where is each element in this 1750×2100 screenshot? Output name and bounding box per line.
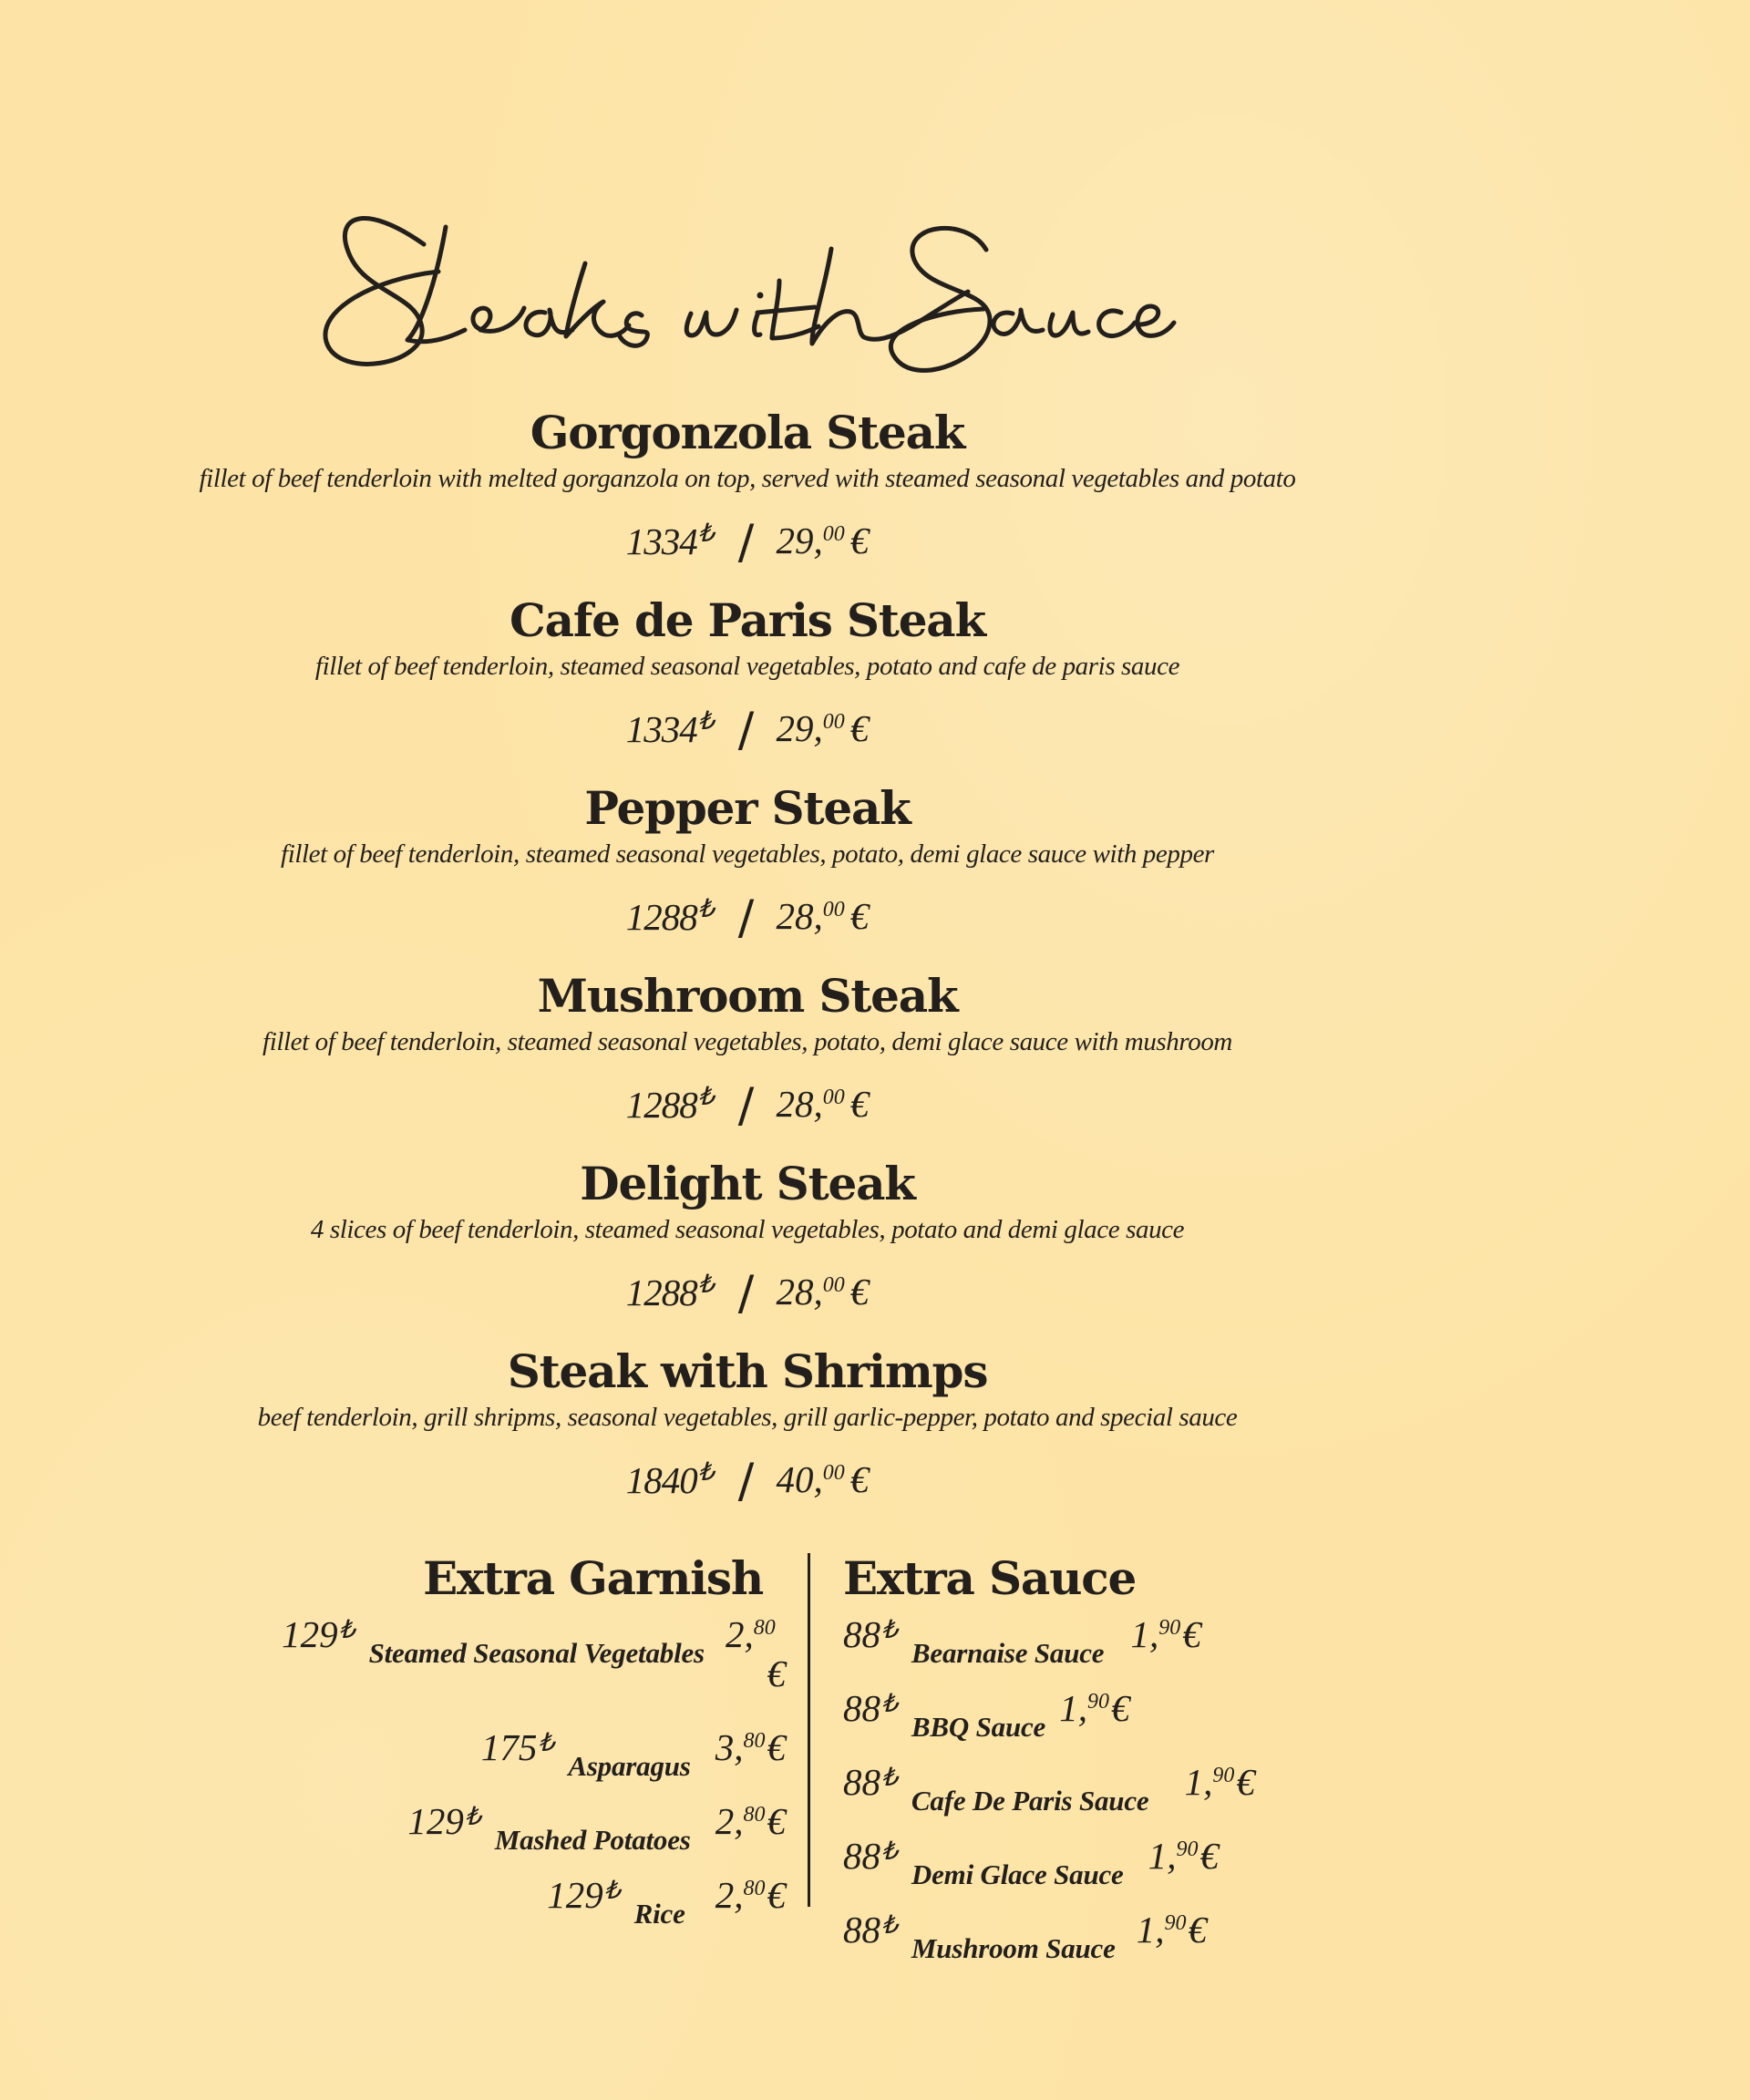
try-price-value: 1334	[625, 520, 697, 562]
lira-icon: ₺	[697, 1457, 715, 1487]
try-price	[843, 1614, 898, 1660]
eur-price	[1059, 1688, 1129, 1735]
try-price	[481, 1727, 554, 1773]
extra-sauce-item	[843, 1910, 1207, 1964]
eur-price-decimal: 00	[822, 1461, 845, 1486]
eur-price	[777, 1075, 870, 1139]
try-price-value: 129	[282, 1613, 338, 1655]
euro-icon: €	[767, 1874, 786, 1916]
euro-icon: €	[849, 1083, 870, 1126]
extra-item-name: Steamed Seasonal Vegetables	[368, 1637, 705, 1669]
euro-icon: €	[767, 1800, 786, 1842]
eur-price-decimal: 80	[743, 1803, 766, 1827]
menu-item	[0, 1158, 1495, 1320]
item-name: Delight Steak	[580, 1157, 915, 1210]
try-price-value: 88	[843, 1687, 880, 1729]
price-separator: /	[737, 890, 755, 945]
try-price-value: 1334	[625, 707, 697, 750]
menu-item	[0, 594, 1495, 757]
eur-price-main: 2,	[715, 1874, 744, 1916]
eur-price-decimal: 00	[822, 1086, 845, 1110]
try-price	[626, 700, 715, 764]
try-price	[282, 1614, 355, 1660]
try-price-value: 88	[843, 1835, 880, 1877]
extra-item-name: Mushroom Sauce	[911, 1932, 1116, 1964]
euro-icon: €	[1188, 1909, 1208, 1951]
try-price	[626, 1076, 715, 1139]
extra-sauce-item	[843, 1688, 1129, 1743]
try-price	[843, 1836, 898, 1881]
euro-icon: €	[849, 895, 870, 938]
eur-price-main: 2,	[715, 1800, 744, 1842]
eur-price-main: 1,	[1130, 1613, 1159, 1655]
item-price-line	[0, 886, 1495, 944]
lira-icon: ₺	[697, 519, 715, 548]
euro-icon: €	[767, 1652, 786, 1694]
euro-icon: €	[1182, 1613, 1201, 1655]
extra-item-name: Asparagus	[568, 1750, 691, 1782]
eur-price-decimal: 80	[743, 1877, 766, 1900]
extra-item-name: Rice	[633, 1898, 685, 1930]
eur-price-main: 28,	[776, 1083, 823, 1126]
eur-price-decimal: 90	[1176, 1838, 1199, 1861]
lira-icon: ₺	[697, 1270, 715, 1299]
eur-price-main: 3,	[715, 1726, 744, 1768]
extra-garnish-item	[282, 1613, 786, 1694]
eur-price-main: 1,	[1059, 1687, 1087, 1729]
euro-icon: €	[1236, 1761, 1255, 1803]
item-name: Gorgonzola Steak	[530, 406, 965, 459]
eur-price-decimal: 90	[1086, 1690, 1109, 1714]
eur-price-decimal: 00	[822, 710, 845, 735]
extra-sauce-item	[843, 1614, 1201, 1669]
try-price	[626, 512, 715, 576]
item-price-line	[0, 1261, 1495, 1320]
try-price-value: 88	[843, 1613, 880, 1655]
item-name: Pepper Steak	[584, 781, 911, 835]
eur-price-decimal: 80	[753, 1616, 776, 1640]
item-name: Mushroom Steak	[537, 969, 958, 1023]
try-price-value: 88	[843, 1761, 880, 1803]
try-price-value: 1288	[625, 1083, 697, 1126]
try-price	[626, 888, 715, 952]
eur-price-main: 1,	[1184, 1761, 1213, 1803]
try-price-value: 88	[843, 1909, 880, 1951]
lira-icon: ₺	[881, 1911, 898, 1940]
lira-icon: ₺	[881, 1838, 898, 1866]
try-price-value: 1288	[625, 895, 697, 938]
eur-price-main: 1,	[1148, 1835, 1177, 1877]
eur-price	[715, 1727, 786, 1774]
eur-price	[1137, 1910, 1207, 1956]
extra-garnish-item	[481, 1727, 786, 1782]
eur-price	[777, 887, 870, 952]
eur-price-decimal: 00	[822, 898, 845, 922]
item-description: fillet of beef tenderloin, steamed seasonal vegetables, potato, demi glace sauce with pepper	[281, 839, 1214, 869]
lira-icon: ₺	[881, 1764, 898, 1792]
lira-icon: ₺	[338, 1616, 355, 1644]
eur-price	[726, 1614, 786, 1693]
extra-item-name: Bearnaise Sauce	[911, 1637, 1105, 1669]
eur-price-main: 1,	[1136, 1909, 1165, 1951]
menu-item	[0, 407, 1495, 569]
extra-item-name: Demi Glace Sauce	[911, 1858, 1124, 1890]
euro-icon: €	[849, 1458, 870, 1501]
euro-icon: €	[1199, 1835, 1219, 1877]
item-price-line	[0, 698, 1495, 757]
item-description: 4 slices of beef tenderloin, steamed seasonal vegetables, potato and demi glace sauce	[310, 1215, 1185, 1244]
menu-item	[0, 970, 1495, 1132]
try-price	[407, 1801, 480, 1847]
eur-price	[777, 699, 870, 764]
extra-item-name: BBQ Sauce	[911, 1711, 1046, 1743]
euro-icon: €	[849, 520, 870, 562]
eur-price-main: 29,	[776, 520, 823, 562]
extra-garnish-heading: Extra Garnish	[423, 1551, 763, 1605]
eur-price-main: 28,	[776, 1271, 823, 1313]
extras-divider	[808, 1553, 810, 1907]
item-description: fillet of beef tenderloin, steamed seasonal vegetables, potato, demi glace sauce with mushroom	[262, 1027, 1232, 1056]
try-price	[626, 1451, 715, 1515]
try-price-value: 129	[547, 1874, 603, 1916]
price-separator: /	[737, 1265, 755, 1321]
price-separator: /	[737, 702, 755, 757]
lira-icon: ₺	[881, 1690, 898, 1718]
eur-price-decimal: 90	[1212, 1764, 1235, 1787]
try-price-value: 1840	[625, 1458, 697, 1501]
extra-item-name: Mashed Potatoes	[494, 1824, 691, 1856]
item-description: fillet of beef tenderloin with melted gorganzola on top, served with steamed seasonal vegetables and potato	[199, 464, 1296, 493]
eur-price-main: 29,	[776, 707, 823, 750]
extra-item-name: Cafe De Paris Sauce	[911, 1785, 1149, 1817]
try-price	[843, 1910, 898, 1955]
euro-icon: €	[1110, 1687, 1130, 1729]
eur-price	[777, 1450, 870, 1515]
euro-icon: €	[849, 707, 870, 750]
item-price-line	[0, 510, 1495, 569]
item-name: Cafe de Paris Steak	[510, 593, 985, 647]
menu-item	[0, 1345, 1495, 1508]
lira-icon: ₺	[697, 1082, 715, 1111]
price-separator: /	[737, 514, 755, 570]
euro-icon: €	[849, 1271, 870, 1313]
try-price	[843, 1762, 898, 1807]
extra-garnish-item	[407, 1801, 786, 1856]
menu-item	[0, 782, 1495, 944]
item-description: fillet of beef tenderloin, steamed seasonal vegetables, potato and cafe de paris sauce	[314, 652, 1180, 681]
try-price	[547, 1875, 620, 1920]
try-price	[626, 1263, 715, 1327]
eur-price-decimal: 80	[743, 1729, 766, 1753]
lira-icon: ₺	[881, 1616, 898, 1644]
eur-price-main: 40,	[776, 1458, 823, 1501]
try-price	[843, 1688, 898, 1734]
eur-price	[715, 1875, 786, 1921]
item-price-line	[0, 1449, 1495, 1508]
item-price-line	[0, 1074, 1495, 1132]
try-price-value: 129	[407, 1800, 464, 1842]
eur-price-main: 2,	[726, 1613, 754, 1655]
eur-price-decimal: 90	[1158, 1616, 1181, 1640]
eur-price	[715, 1801, 786, 1848]
extra-sauce-heading: Extra Sauce	[843, 1551, 1137, 1605]
eur-price	[1185, 1762, 1255, 1808]
eur-price-decimal: 00	[822, 1273, 845, 1298]
try-price-value: 175	[480, 1726, 538, 1768]
price-separator: /	[737, 1453, 755, 1508]
extra-sauce-item	[843, 1762, 1255, 1817]
extra-sauce-item	[843, 1836, 1219, 1890]
lira-icon: ₺	[697, 894, 715, 923]
item-description: beef tenderloin, grill shripms, seasonal vegetables, grill garlic-pepper, potato and special sauce	[257, 1403, 1238, 1432]
lira-icon: ₺	[697, 706, 715, 736]
lira-icon: ₺	[603, 1877, 621, 1905]
eur-price	[1130, 1614, 1200, 1661]
extra-garnish-item	[547, 1875, 786, 1930]
eur-price-decimal: 00	[822, 522, 845, 547]
lira-icon: ₺	[538, 1729, 555, 1757]
eur-price	[1148, 1836, 1219, 1882]
eur-price	[777, 511, 870, 576]
price-separator: /	[737, 1077, 755, 1133]
eur-price-decimal: 90	[1164, 1911, 1187, 1935]
lira-icon: ₺	[464, 1803, 481, 1831]
eur-price-main: 28,	[776, 895, 823, 938]
item-name: Steak with Shrimps	[507, 1344, 988, 1398]
euro-icon: €	[767, 1726, 786, 1768]
eur-price	[777, 1262, 870, 1327]
try-price-value: 1288	[625, 1271, 697, 1313]
